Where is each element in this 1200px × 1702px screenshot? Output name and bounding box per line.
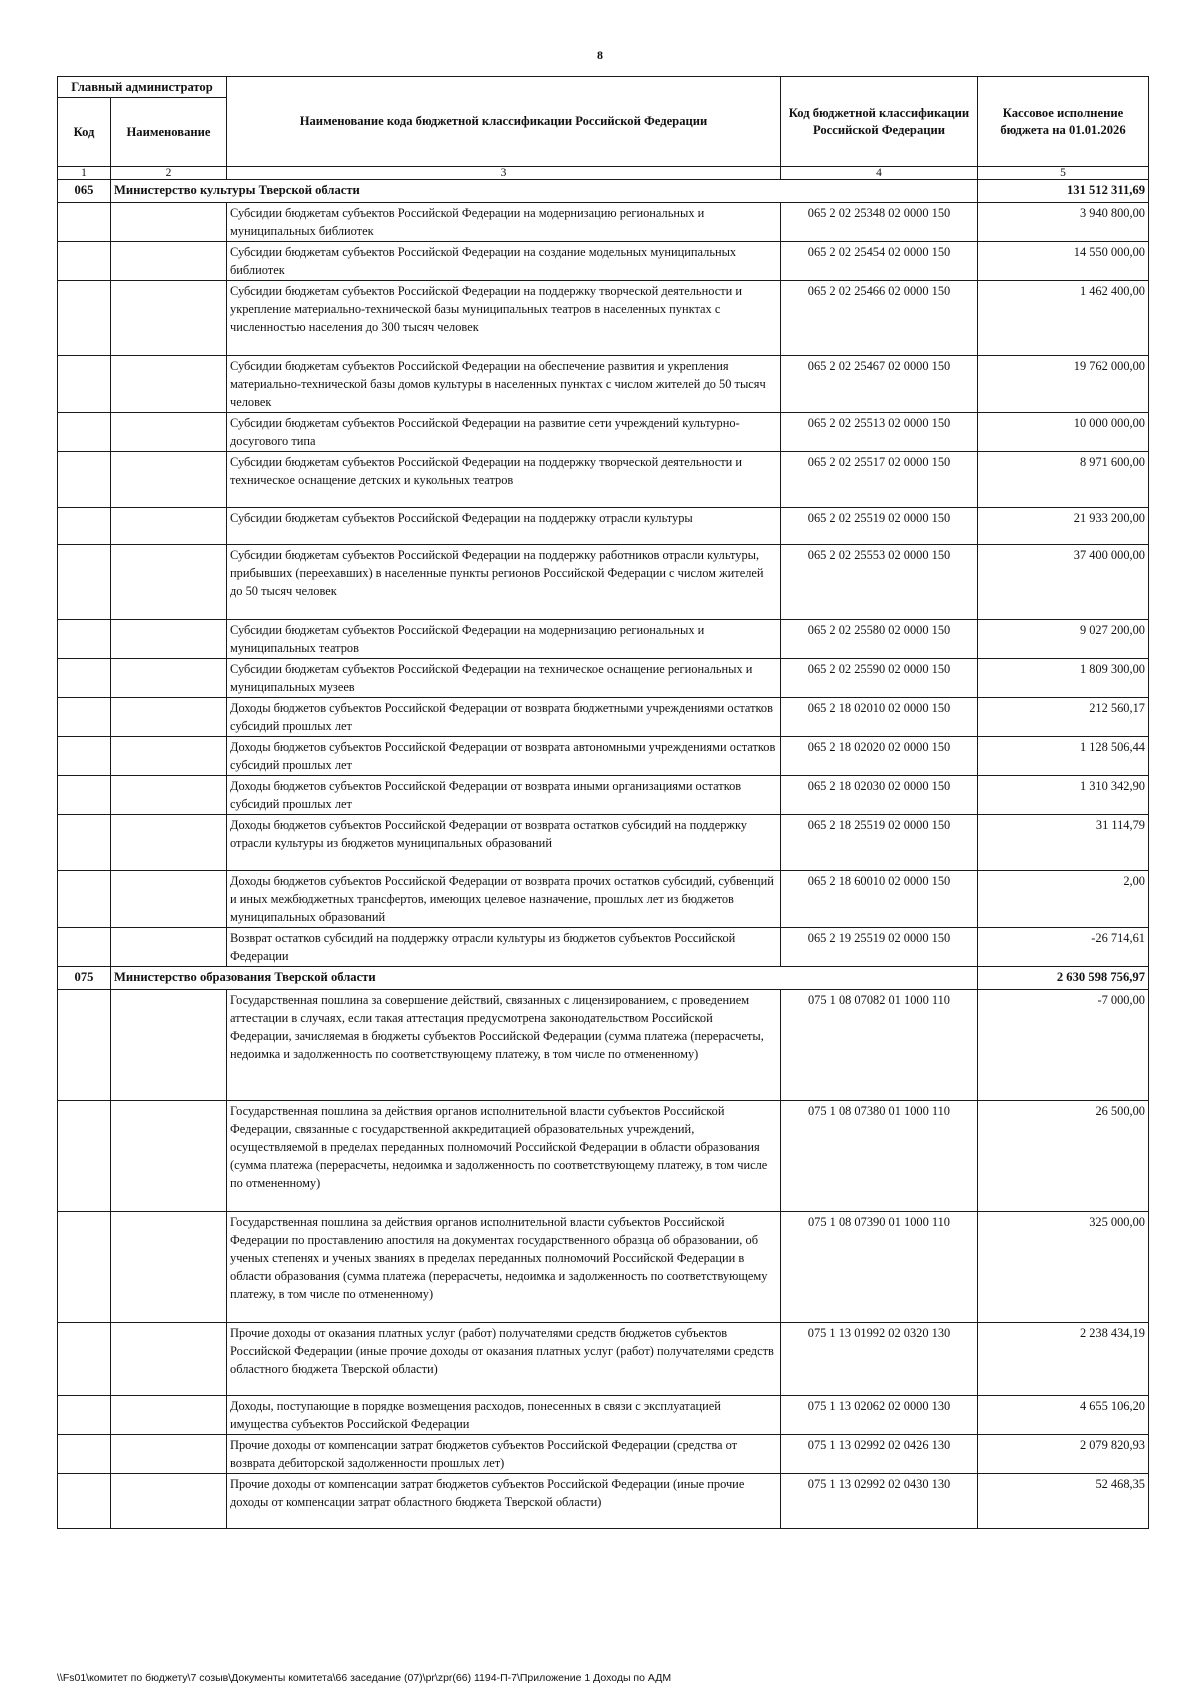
admin-name-cell [111,356,227,413]
page-number: 8 [597,48,603,62]
table-row [58,1396,1149,1435]
amount: -26 714,61 [978,928,1149,967]
amount: 10 000 000,00 [978,413,1149,452]
kbk-name: Субсидии бюджетам субъектов Российской Федерации на техническое оснащение региональных и муниципальных музеев [227,659,781,698]
kbk-name: Государственная пошлина за совершение действий, связанных с лицензированием, с проведением аттестации в случаях, если такая аттестация предусмотрена законодательством Российской Федерации, зачисляемая в бюджеты субъектов Российской Федерации (сумма платежа (перерасчеты, недоимка и задолженность по соответствующему платежу, в том числе по отмененному) [227,990,781,1101]
kbk-name: Субсидии бюджетам субъектов Российской Федерации на поддержку творческой деятельности и техническое оснащение детских и кукольных театров [227,452,781,508]
kbk-code: 065 2 02 25466 02 0000 150 [781,281,978,356]
column-number: 1 [58,167,111,180]
table-row [58,1212,1149,1323]
table-row [58,242,1149,281]
header-code: Код [58,98,111,167]
admin-code-cell [58,620,111,659]
footer-file-path: \\Fs01\комитет по бюджету\7 созыв\Документы комитета\66 заседание (07)\pr\zpr(66) 1194-П-7\Приложение 1 Доходы по АДМ [57,1672,672,1684]
group-name: Министерство образования Тверской области [111,967,978,990]
table-row [58,620,1149,659]
kbk-code: 065 2 02 25348 02 0000 150 [781,203,978,242]
table-row [58,356,1149,413]
admin-name-cell [111,990,227,1101]
admin-name-cell [111,452,227,508]
amount: 1 310 342,90 [978,776,1149,815]
admin-name-cell [111,659,227,698]
header-kbk-name: Наименование кода бюджетной классификации Российской Федерации [227,77,781,167]
kbk-code: 065 2 02 25580 02 0000 150 [781,620,978,659]
admin-name-cell [111,508,227,545]
header-main-admin: Главный администратор [58,77,227,98]
kbk-code: 065 2 02 25517 02 0000 150 [781,452,978,508]
table-row [58,281,1149,356]
amount: 8 971 600,00 [978,452,1149,508]
group-code: 065 [58,180,111,203]
table-row [58,1101,1149,1212]
kbk-code: 075 1 08 07380 01 1000 110 [781,1101,978,1212]
kbk-code: 065 2 18 60010 02 0000 150 [781,871,978,928]
group-row [58,180,1149,203]
kbk-code: 065 2 18 02030 02 0000 150 [781,776,978,815]
admin-name-cell [111,620,227,659]
kbk-code: 065 2 18 25519 02 0000 150 [781,815,978,871]
amount: -7 000,00 [978,990,1149,1101]
kbk-code: 075 1 13 02992 02 0426 130 [781,1435,978,1474]
kbk-name: Субсидии бюджетам субъектов Российской Федерации на поддержку творческой деятельности и укрепление материально-технической базы муниципальных театров в населенных пунктах с численностью населения до 300 тысяч человек [227,281,781,356]
kbk-code: 065 2 02 25553 02 0000 150 [781,545,978,620]
kbk-code: 075 1 13 02062 02 0000 130 [781,1396,978,1435]
admin-name-cell [111,698,227,737]
kbk-name: Субсидии бюджетам субъектов Российской Федерации на поддержку работников отрасли культуры, прибывших (переехавших) в населенные пункты регионов Российской Федерации с числом жителей до 50 тысяч человек [227,545,781,620]
admin-code-cell [58,545,111,620]
column-number: 4 [781,167,978,180]
admin-code-cell [58,815,111,871]
admin-code-cell [58,776,111,815]
amount: 26 500,00 [978,1101,1149,1212]
kbk-name: Субсидии бюджетам субъектов Российской Федерации на модернизацию региональных и муниципальных библиотек [227,203,781,242]
amount: 52 468,35 [978,1474,1149,1529]
table-row [58,1435,1149,1474]
kbk-name: Прочие доходы от оказания платных услуг (работ) получателями средств бюджетов субъектов Российской Федерации (иные прочие доходы от оказания платных услуг (работ) получателями средств областного бюджета Тверской области) [227,1323,781,1396]
kbk-name: Возврат остатков субсидий на поддержку отрасли культуры из бюджетов субъектов Российской Федерации [227,928,781,967]
amount: 2 238 434,19 [978,1323,1149,1396]
admin-name-cell [111,545,227,620]
table-row [58,659,1149,698]
kbk-code: 065 2 02 25454 02 0000 150 [781,242,978,281]
amount: 1 809 300,00 [978,659,1149,698]
admin-name-cell [111,1323,227,1396]
table-row [58,1474,1149,1529]
amount: 212 560,17 [978,698,1149,737]
amount: 4 655 106,20 [978,1396,1149,1435]
column-number: 3 [227,167,781,180]
admin-code-cell [58,737,111,776]
admin-name-cell [111,413,227,452]
admin-name-cell [111,1474,227,1529]
kbk-name: Субсидии бюджетам субъектов Российской Федерации на обеспечение развития и укрепления материально-технической базы домов культуры в населенных пунктах с числом жителей до 50 тысяч человек [227,356,781,413]
kbk-name: Прочие доходы от компенсации затрат бюджетов субъектов Российской Федерации (иные прочие доходы от компенсации затрат областного бюджета Тверской области) [227,1474,781,1529]
table-row [58,508,1149,545]
group-code: 075 [58,967,111,990]
kbk-code: 075 1 08 07082 01 1000 110 [781,990,978,1101]
table-row [58,990,1149,1101]
kbk-name: Доходы бюджетов субъектов Российской Федерации от возврата остатков субсидий на поддержку отрасли культуры из бюджетов муниципальных образований [227,815,781,871]
kbk-code: 065 2 02 25513 02 0000 150 [781,413,978,452]
table-row [58,776,1149,815]
kbk-name: Субсидии бюджетам субъектов Российской Федерации на создание модельных муниципальных библиотек [227,242,781,281]
amount: 2 079 820,93 [978,1435,1149,1474]
kbk-name: Субсидии бюджетам субъектов Российской Федерации на поддержку отрасли культуры [227,508,781,545]
kbk-name: Субсидии бюджетам субъектов Российской Федерации на модернизацию региональных и муниципальных театров [227,620,781,659]
kbk-name: Доходы, поступающие в порядке возмещения расходов, понесенных в связи с эксплуатацией имущества субъектов Российской Федерации [227,1396,781,1435]
admin-code-cell [58,1435,111,1474]
admin-name-cell [111,776,227,815]
admin-code-cell [58,1474,111,1529]
admin-name-cell [111,1396,227,1435]
table-row [58,871,1149,928]
amount: 21 933 200,00 [978,508,1149,545]
kbk-code: 065 2 02 25590 02 0000 150 [781,659,978,698]
kbk-code: 075 1 13 01992 02 0320 130 [781,1323,978,1396]
admin-code-cell [58,242,111,281]
header-kbk-code: Код бюджетной классификации Российской Федерации [781,77,978,167]
header-admin-name: Наименование [111,98,227,167]
kbk-code: 065 2 18 02010 02 0000 150 [781,698,978,737]
admin-code-cell [58,203,111,242]
group-total: 131 512 311,69 [978,180,1149,203]
table-row [58,545,1149,620]
amount: 31 114,79 [978,815,1149,871]
kbk-name: Субсидии бюджетам субъектов Российской Федерации на развитие сети учреждений культурно-досугового типа [227,413,781,452]
kbk-code: 075 1 13 02992 02 0430 130 [781,1474,978,1529]
admin-name-cell [111,737,227,776]
table-row [58,737,1149,776]
admin-name-cell [111,871,227,928]
kbk-code: 065 2 02 25519 02 0000 150 [781,508,978,545]
admin-code-cell [58,413,111,452]
admin-name-cell [111,928,227,967]
admin-name-cell [111,242,227,281]
admin-code-cell [58,871,111,928]
group-row [58,967,1149,990]
admin-code-cell [58,1323,111,1396]
admin-name-cell [111,1101,227,1212]
admin-code-cell [58,1396,111,1435]
kbk-code: 075 1 08 07390 01 1000 110 [781,1212,978,1323]
admin-code-cell [58,659,111,698]
admin-code-cell [58,990,111,1101]
kbk-name: Доходы бюджетов субъектов Российской Федерации от возврата бюджетными учреждениями остатков субсидий прошлых лет [227,698,781,737]
group-total: 2 630 598 756,97 [978,967,1149,990]
kbk-code: 065 2 02 25467 02 0000 150 [781,356,978,413]
column-number: 2 [111,167,227,180]
admin-name-cell [111,281,227,356]
kbk-name: Государственная пошлина за действия органов исполнительной власти субъектов Российской Федерации, связанные с государственной аккредитацией образовательных учреждений, осуществляемой в пределах переданных полномочий Российской Федерации в области образования (сумма платежа (перерасчеты, недоимка и задолженность по соответствующему платежу, в том числе по отмененному) [227,1101,781,1212]
table-row [58,413,1149,452]
amount: 1 462 400,00 [978,281,1149,356]
table-row [58,815,1149,871]
table-row [58,203,1149,242]
admin-code-cell [58,698,111,737]
amount: 3 940 800,00 [978,203,1149,242]
amount: 325 000,00 [978,1212,1149,1323]
kbk-name: Государственная пошлина за действия органов исполнительной власти субъектов Российской Федерации по проставлению апостиля на документах государственного образца об образовании, об ученых степенях и ученых званиях в пределах переданных полномочий Российской Федерации в области образования (сумма платежа (перерасчеты, недоимка и задолженность по соответствующему платежу, в том числе по отмененному) [227,1212,781,1323]
admin-code-cell [58,928,111,967]
group-name: Министерство культуры Тверской области [111,180,978,203]
admin-code-cell [58,508,111,545]
admin-name-cell [111,1435,227,1474]
admin-name-cell [111,203,227,242]
table-row [58,452,1149,508]
kbk-code: 065 2 18 02020 02 0000 150 [781,737,978,776]
table-row [58,928,1149,967]
admin-code-cell [58,356,111,413]
admin-code-cell [58,452,111,508]
admin-code-cell [58,1212,111,1323]
admin-name-cell [111,1212,227,1323]
kbk-name: Доходы бюджетов субъектов Российской Федерации от возврата иными организациями остатков субсидий прошлых лет [227,776,781,815]
amount: 2,00 [978,871,1149,928]
kbk-name: Прочие доходы от компенсации затрат бюджетов субъектов Российской Федерации (средства от возврата дебиторской задолженности прошлых лет) [227,1435,781,1474]
admin-name-cell [111,815,227,871]
budget-table [57,76,1149,1529]
kbk-name: Доходы бюджетов субъектов Российской Федерации от возврата автономными учреждениями остатков субсидий прошлых лет [227,737,781,776]
table-row [58,698,1149,737]
admin-code-cell [58,281,111,356]
kbk-code: 065 2 19 25519 02 0000 150 [781,928,978,967]
amount: 9 027 200,00 [978,620,1149,659]
amount: 1 128 506,44 [978,737,1149,776]
header-execution: Кассовое исполнение бюджета на 01.01.2026 [978,77,1149,167]
amount: 37 400 000,00 [978,545,1149,620]
kbk-name: Доходы бюджетов субъектов Российской Федерации от возврата прочих остатков субсидий, субвенций и иных межбюджетных трансфертов, имеющих целевое назначение, прошлых лет из бюджетов муниципальных образований [227,871,781,928]
table-row [58,1323,1149,1396]
amount: 14 550 000,00 [978,242,1149,281]
table-body [58,180,1149,1529]
column-number: 5 [978,167,1149,180]
amount: 19 762 000,00 [978,356,1149,413]
admin-code-cell [58,1101,111,1212]
